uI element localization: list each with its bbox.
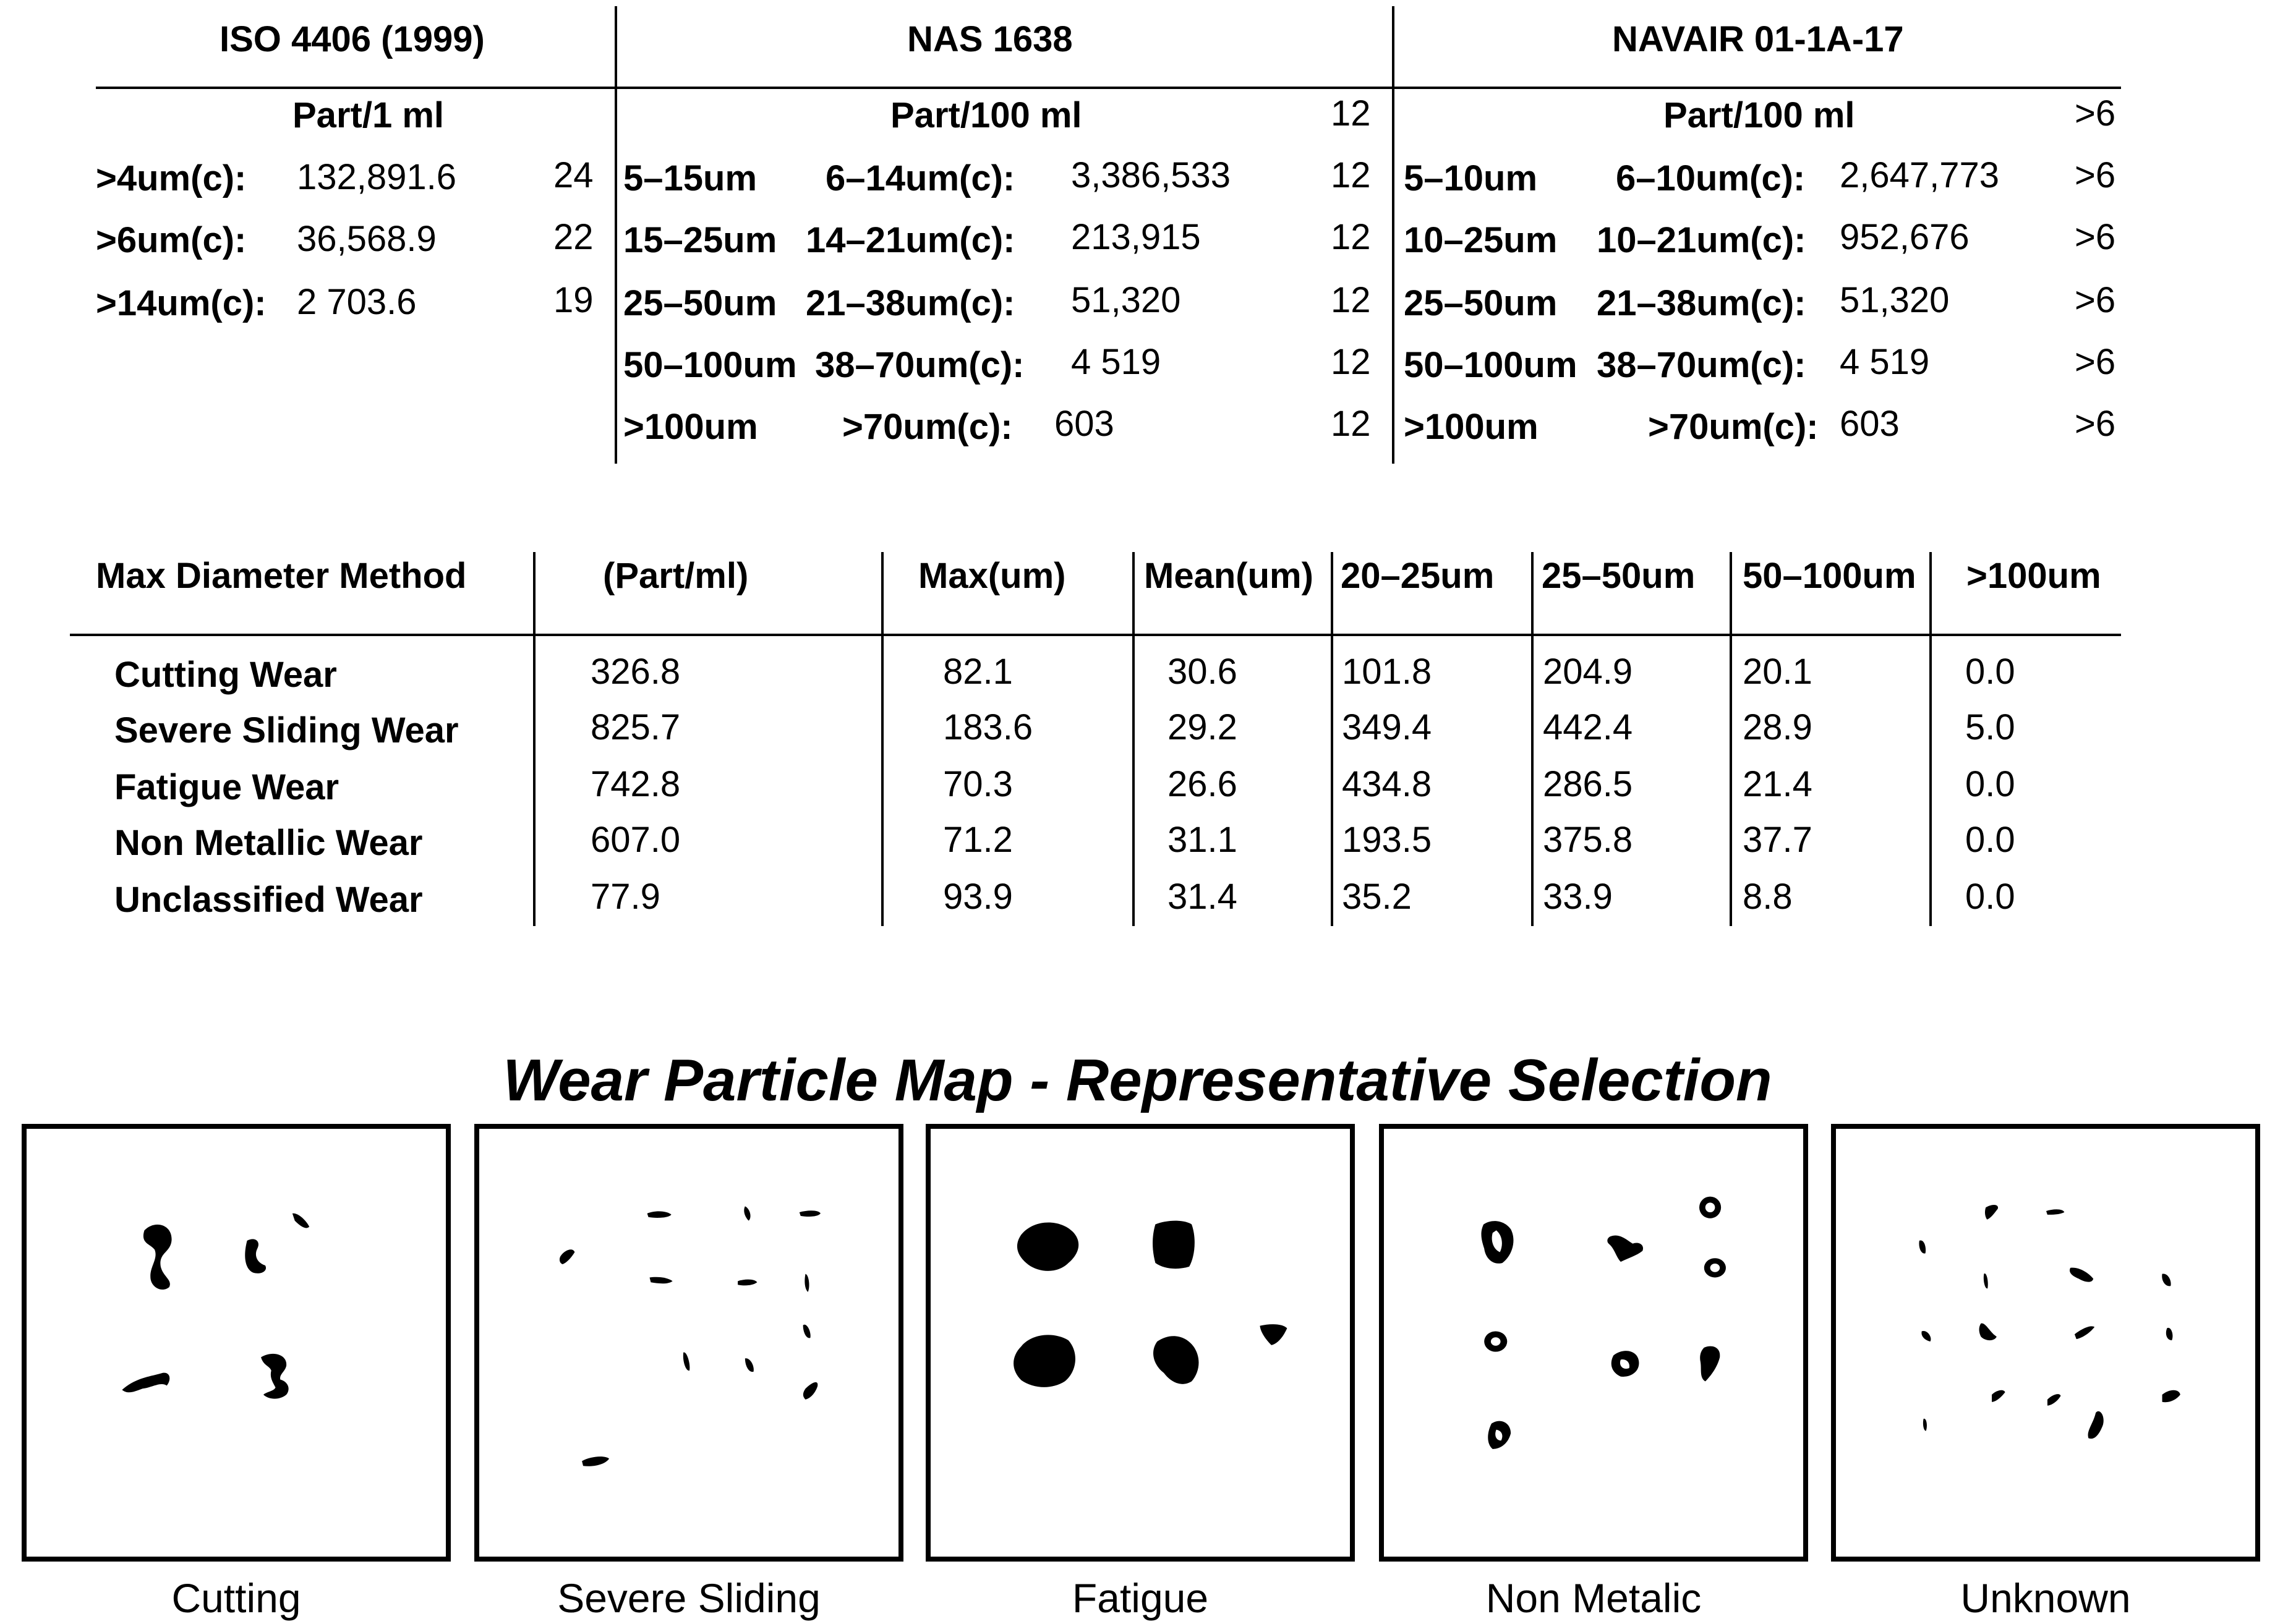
navair-row-label: 38–70um(c): — [1597, 345, 1806, 385]
navair-title: NAVAIR 01-1A-17 — [1612, 19, 1904, 59]
iso-row-value: 36,568.9 — [297, 219, 437, 259]
particle — [800, 1210, 821, 1217]
wear-cell: 93.9 — [943, 877, 1013, 917]
nas-row-code: 12 — [1331, 280, 1371, 320]
particle — [1014, 1335, 1075, 1387]
nas-row-label: 6–14um(c): — [826, 158, 1015, 198]
iso-row-code: 24 — [553, 155, 594, 195]
particle — [1984, 1273, 1988, 1288]
particle — [1153, 1221, 1195, 1269]
wear-cell: 434.8 — [1342, 764, 1432, 804]
particle — [1923, 1419, 1927, 1431]
particle — [245, 1239, 266, 1273]
nas-title: NAS 1638 — [907, 19, 1073, 59]
navair-row-code: >6 — [2075, 217, 2116, 257]
wear-col-divider — [881, 552, 884, 926]
wear-cell: 31.1 — [1167, 820, 1237, 860]
particle — [1481, 1221, 1513, 1264]
wear-header-method: Max Diameter Method — [96, 556, 467, 596]
wear-cell: 0.0 — [1965, 652, 2015, 692]
nas-row-code: 12 — [1331, 217, 1371, 257]
wear-cell: 77.9 — [591, 877, 660, 917]
particle — [647, 1211, 672, 1218]
particle — [1699, 1197, 1721, 1218]
iso-row-label: >14um(c): — [96, 283, 267, 323]
nas-row-range: 5–15um — [623, 158, 758, 198]
nas-row-label: 21–38um(c): — [806, 283, 1015, 323]
caption-severe-sliding: Severe Sliding — [557, 1575, 821, 1621]
wear-cell: 70.3 — [943, 764, 1013, 804]
iso-row-value: 132,891.6 — [297, 157, 457, 197]
navair-row-range: 50–100um — [1404, 345, 1577, 385]
wear-header-max: Max(um) — [918, 556, 1066, 596]
particle — [805, 1274, 809, 1292]
iso-unit: Part/1 ml — [292, 95, 444, 135]
wear-cell: 20.1 — [1743, 652, 1812, 692]
wear-cell: 0.0 — [1965, 820, 2015, 860]
navair-row-range: 10–25um — [1404, 220, 1558, 260]
nas-row-range: 25–50um — [623, 283, 777, 323]
particle — [1704, 1258, 1726, 1277]
wear-col-divider — [1132, 552, 1135, 926]
wear-cell: 29.2 — [1167, 707, 1237, 747]
nas-row-code: 12 — [1331, 342, 1371, 382]
wear-col-divider — [1929, 552, 1932, 926]
wear-cell: 349.4 — [1342, 707, 1432, 747]
wear-cell: 5.0 — [1965, 707, 2015, 747]
particle — [1611, 1351, 1639, 1377]
navair-row-range: 25–50um — [1404, 283, 1558, 323]
particle — [1260, 1324, 1287, 1345]
nas-row-value: 3,386,533 — [1071, 155, 1231, 195]
wear-cell: 101.8 — [1342, 652, 1432, 692]
iso-row-label: >6um(c): — [96, 220, 247, 260]
navair-row-label: 6–10um(c): — [1616, 158, 1806, 198]
wear-cell: 8.8 — [1743, 877, 1793, 917]
navair-row-label: 10–21um(c): — [1597, 220, 1806, 260]
wear-row-label: Fatigue Wear — [114, 767, 339, 807]
nas-row-value: 603 — [1054, 404, 1114, 444]
wear-cell: 286.5 — [1543, 764, 1633, 804]
wear-cell: 193.5 — [1342, 820, 1432, 860]
particle — [2166, 1328, 2173, 1340]
wear-cell: 37.7 — [1743, 820, 1812, 860]
particle — [1607, 1235, 1643, 1262]
particle — [803, 1325, 811, 1338]
wear-cell: 0.0 — [1965, 764, 2015, 804]
navair-row-label: >70um(c): — [1648, 407, 1819, 447]
nas-row-value: 4 519 — [1071, 342, 1161, 382]
particle — [1488, 1421, 1511, 1449]
navair-row-range: 5–10um — [1404, 158, 1538, 198]
particle — [2070, 1268, 2093, 1282]
nas-row-value: 213,915 — [1071, 217, 1201, 257]
iso-title: ISO 4406 (1999) — [220, 19, 485, 59]
header-rule — [96, 87, 2121, 89]
navair-row-range: >100um — [1404, 407, 1539, 447]
wear-col-divider — [1331, 552, 1333, 926]
particle — [1484, 1331, 1507, 1351]
iso-row-label: >4um(c): — [96, 158, 247, 198]
wear-cell: 31.4 — [1167, 877, 1237, 917]
particle — [1919, 1240, 1926, 1253]
wear-cell: 0.0 — [1965, 877, 2015, 917]
particle — [1700, 1346, 1720, 1382]
wear-header-25-50: 25–50um — [1542, 556, 1696, 596]
particle — [1153, 1336, 1198, 1384]
particle — [2088, 1411, 2104, 1439]
navair-unit: Part/100 ml — [1663, 95, 1855, 135]
particle — [1985, 1205, 1998, 1220]
wear-cell: 21.4 — [1743, 764, 1812, 804]
particle-panel-cutting — [22, 1124, 451, 1562]
wear-col-divider — [1531, 552, 1534, 926]
particle — [744, 1206, 750, 1220]
navair-row-value: 603 — [1840, 404, 1900, 444]
divider-iso-nas — [615, 6, 617, 464]
particle — [745, 1358, 754, 1372]
particle — [560, 1249, 574, 1264]
unknown-particles — [1836, 1129, 2255, 1557]
wear-cell: 33.9 — [1543, 877, 1613, 917]
particle — [143, 1225, 172, 1290]
particle — [2075, 1326, 2094, 1339]
nas-row-value: 51,320 — [1071, 280, 1181, 320]
wear-cell: 326.8 — [591, 652, 681, 692]
nas-row-range: 50–100um — [623, 345, 797, 385]
wear-header-50-100: 50–100um — [1743, 556, 1916, 596]
wear-col-divider — [533, 552, 536, 926]
wear-header-mean: Mean(um) — [1144, 556, 1313, 596]
caption-unknown: Unknown — [1960, 1575, 2131, 1621]
nas-row-label: 14–21um(c): — [806, 220, 1015, 260]
wear-cell: 82.1 — [943, 652, 1013, 692]
iso-row-code: 19 — [553, 280, 594, 320]
particle-panel-severe-sliding — [474, 1124, 903, 1562]
particle — [261, 1354, 289, 1399]
particle — [803, 1382, 817, 1400]
particle-panel-non-metallic — [1379, 1124, 1808, 1562]
particle-map-title: Wear Particle Map - Representative Selection — [503, 1047, 1772, 1113]
nas-row-code: 12 — [1331, 155, 1371, 195]
wear-cell: 442.4 — [1543, 707, 1633, 747]
nas-row-label: >70um(c): — [842, 407, 1013, 447]
wear-cell: 607.0 — [591, 820, 681, 860]
iso-row-value: 2 703.6 — [297, 282, 417, 322]
nas-unit: Part/100 ml — [890, 95, 1082, 135]
particle-panel-fatigue — [926, 1124, 1355, 1562]
cutting-particles — [27, 1129, 446, 1557]
nas-row-label: 38–70um(c): — [815, 345, 1025, 385]
navair-row-value: 2,647,773 — [1840, 155, 2000, 195]
navair-row-code: >6 — [2075, 342, 2116, 382]
wear-cell: 375.8 — [1543, 820, 1633, 860]
non-metallic-particles — [1384, 1129, 1803, 1557]
divider-nas-navair — [1392, 6, 1394, 464]
wear-row-label: Cutting Wear — [114, 655, 337, 695]
wear-cell: 28.9 — [1743, 707, 1812, 747]
wear-cell: 825.7 — [591, 707, 681, 747]
navair-row-value: 51,320 — [1840, 280, 1950, 320]
navair-row-value: 952,676 — [1840, 217, 1970, 257]
navair-row-code: >6 — [2075, 404, 2116, 444]
particle — [2047, 1394, 2060, 1405]
caption-fatigue: Fatigue — [1072, 1575, 1209, 1621]
wear-cell: 742.8 — [591, 764, 681, 804]
wear-row-label: Severe Sliding Wear — [114, 710, 459, 750]
particle — [683, 1353, 690, 1371]
caption-non-metallic: Non Metalic — [1485, 1575, 1702, 1621]
navair-row-code: >6 — [2075, 280, 2116, 320]
wear-cell: 26.6 — [1167, 764, 1237, 804]
wear-cell: 30.6 — [1167, 652, 1237, 692]
wear-col-divider — [1730, 552, 1732, 926]
navair-class: >6 — [2075, 93, 2116, 134]
wear-cell: 35.2 — [1342, 877, 1412, 917]
particle — [2162, 1390, 2180, 1403]
particle — [1992, 1390, 2005, 1402]
particle — [292, 1214, 309, 1228]
particle — [2162, 1273, 2170, 1286]
wear-header-gt100: >100um — [1966, 556, 2101, 596]
nas-class: 12 — [1331, 93, 1371, 134]
navair-row-label: 21–38um(c): — [1597, 283, 1806, 323]
wear-cell: 71.2 — [943, 820, 1013, 860]
nas-row-code: 12 — [1331, 404, 1371, 444]
particle — [649, 1277, 672, 1284]
wear-row-label: Non Metallic Wear — [114, 823, 423, 863]
particle — [122, 1373, 169, 1393]
wear-header-20-25: 20–25um — [1341, 556, 1495, 596]
particle — [2046, 1209, 2064, 1215]
nas-row-range: >100um — [623, 407, 758, 447]
wear-cell: 183.6 — [943, 707, 1033, 747]
navair-row-code: >6 — [2075, 155, 2116, 195]
iso-row-code: 22 — [553, 217, 594, 257]
particle-panel-unknown — [1831, 1124, 2260, 1562]
caption-cutting: Cutting — [171, 1575, 301, 1621]
nas-row-range: 15–25um — [623, 220, 777, 260]
wear-header-partml: (Part/ml) — [603, 556, 749, 596]
particle — [582, 1456, 609, 1466]
wear-row-label: Unclassified Wear — [114, 880, 423, 920]
navair-row-value: 4 519 — [1840, 342, 1930, 382]
wear-table-rule — [70, 634, 2121, 636]
fatigue-particles — [931, 1129, 1350, 1557]
particle — [738, 1280, 757, 1286]
particle — [1017, 1222, 1078, 1270]
severe-sliding-particles — [479, 1129, 898, 1557]
wear-cell: 204.9 — [1543, 652, 1633, 692]
particle — [1979, 1324, 1997, 1341]
particle — [1921, 1331, 1931, 1341]
